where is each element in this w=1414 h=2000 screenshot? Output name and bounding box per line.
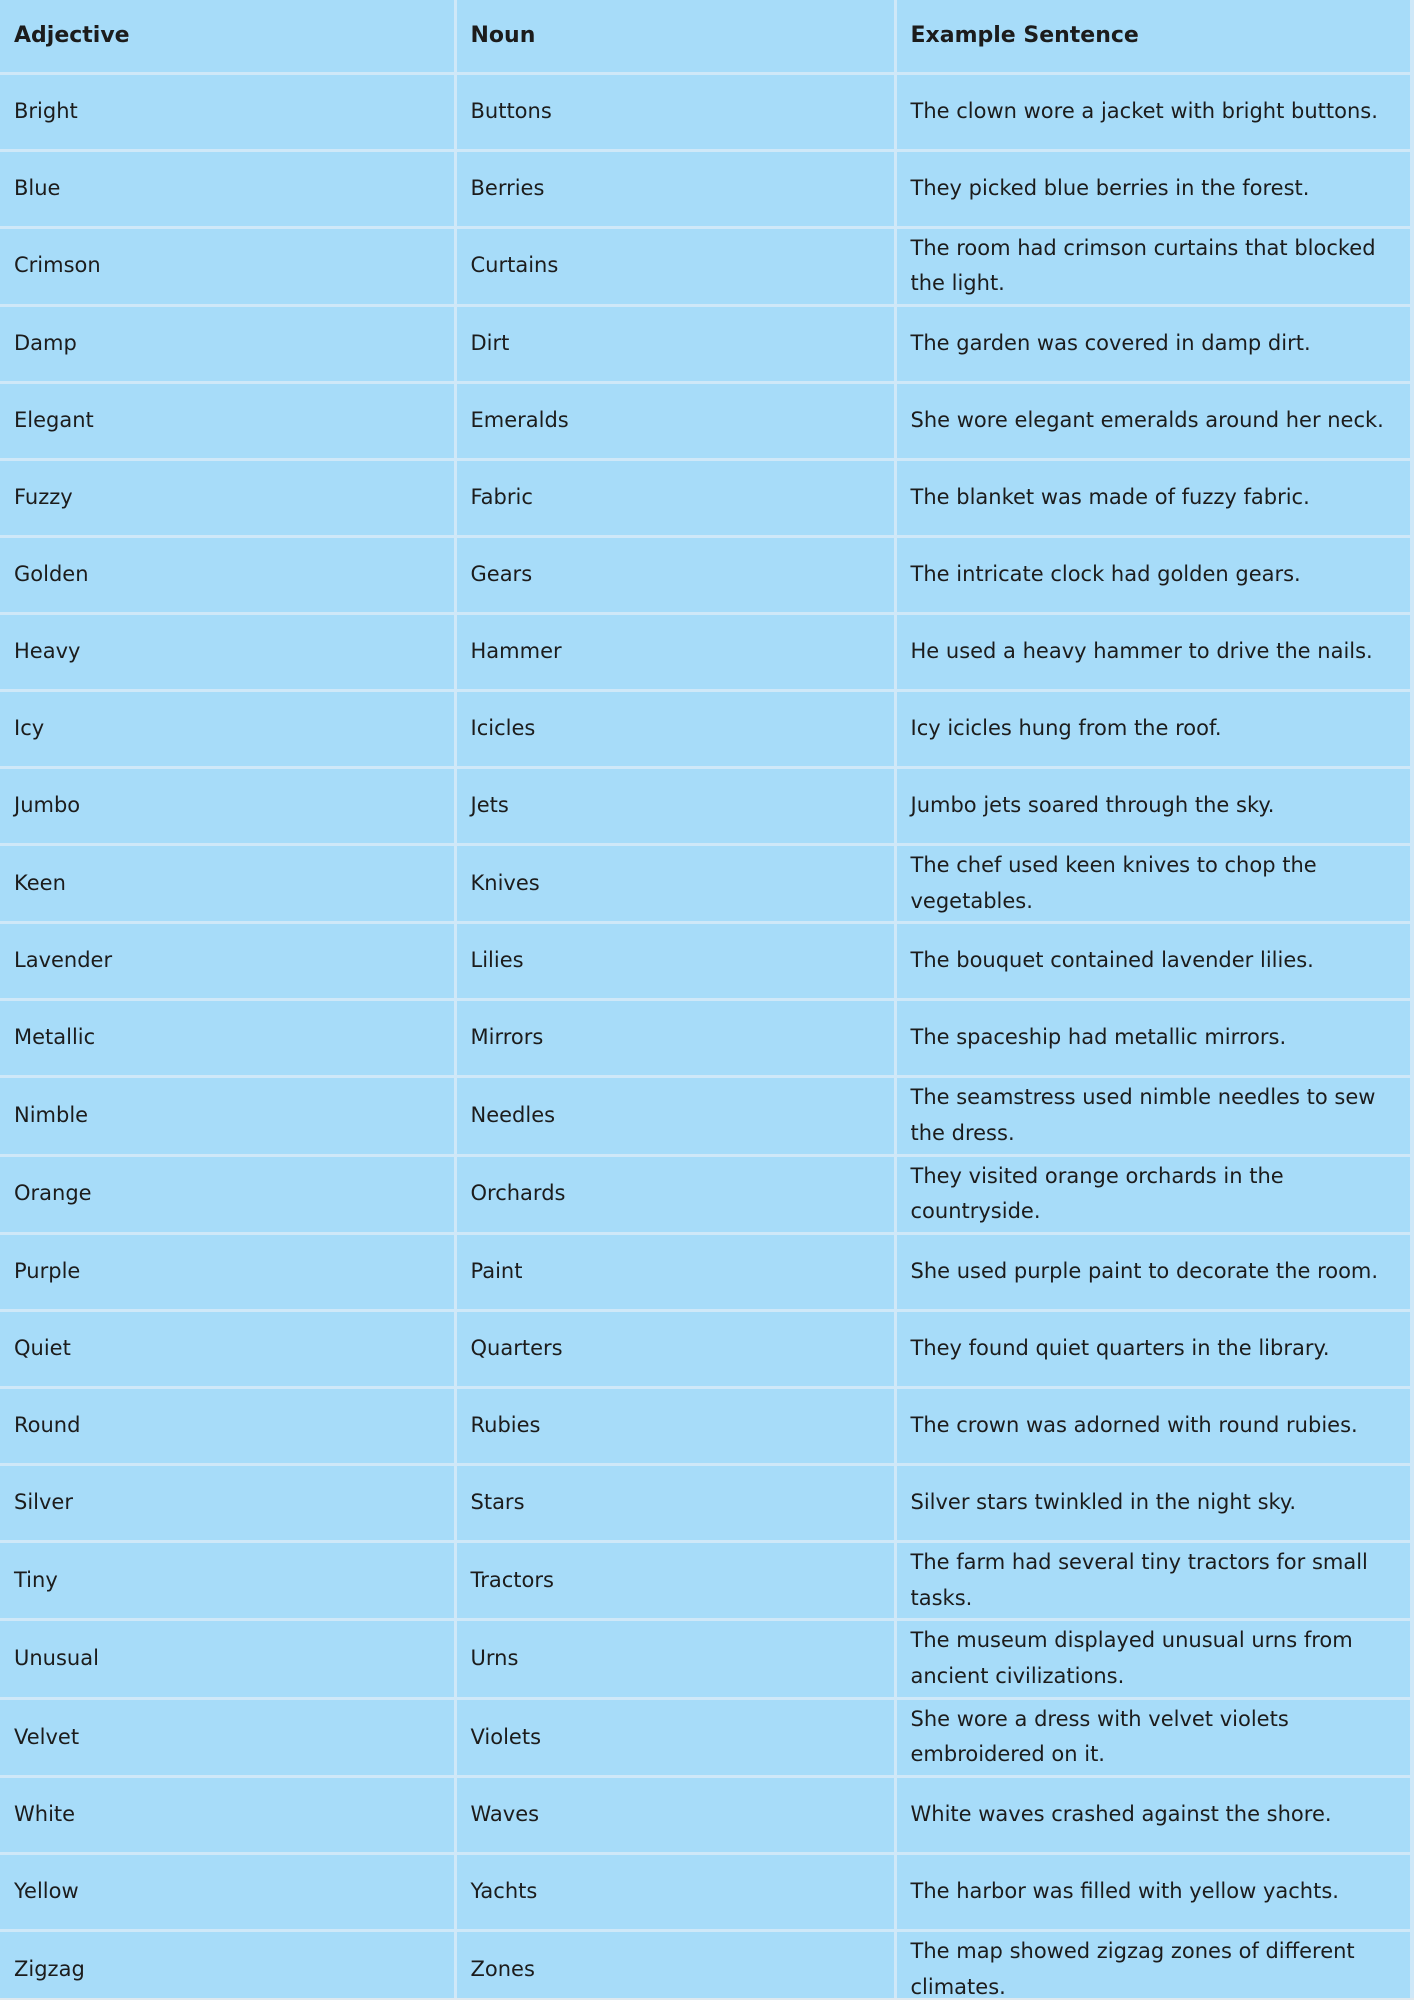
adjective-cell: Quiet (0, 1311, 455, 1388)
table-row (0, 73, 1410, 150)
table-row (0, 923, 1410, 1000)
adjective-cell: Heavy (0, 613, 455, 690)
table-row (0, 613, 1410, 690)
table-row (0, 1777, 1410, 1854)
adjective-cell: Keen (0, 844, 455, 922)
noun-cell: Orchards (455, 1155, 895, 1233)
example-sentence-cell: The map showed zigzag zones of different climates. (895, 1931, 1410, 1998)
noun-cell: Dirt (455, 305, 895, 382)
header-row (0, 0, 1410, 73)
noun-cell: Zones (455, 1931, 895, 1998)
table-row (0, 1465, 1410, 1542)
example-sentence-cell: The harbor was filled with yellow yachts. (895, 1854, 1410, 1931)
table-row (0, 1542, 1410, 1620)
example-sentence-cell: The intricate clock had golden gears. (895, 536, 1410, 613)
column-header-noun: Noun (455, 0, 895, 73)
noun-cell: Rubies (455, 1388, 895, 1465)
table-row (0, 382, 1410, 459)
table-row (0, 536, 1410, 613)
example-sentence-cell: White waves crashed against the shore. (895, 1777, 1410, 1854)
column-header-example-sentence: Example Sentence (895, 0, 1410, 73)
adjective-cell: Golden (0, 536, 455, 613)
table-row (0, 690, 1410, 767)
adjective-cell: Purple (0, 1234, 455, 1311)
noun-cell: Hammer (455, 613, 895, 690)
adjective-cell: Nimble (0, 1077, 455, 1155)
example-sentence-cell: They picked blue berries in the forest. (895, 150, 1410, 227)
noun-cell: Jets (455, 767, 895, 844)
noun-cell: Stars (455, 1465, 895, 1542)
example-sentence-cell: They visited orange orchards in the countryside. (895, 1155, 1410, 1233)
adjective-cell: Crimson (0, 227, 455, 305)
example-sentence-cell: The farm had several tiny tractors for small tasks. (895, 1542, 1410, 1620)
adjective-cell: Silver (0, 1465, 455, 1542)
example-sentence-cell: The garden was covered in damp dirt. (895, 305, 1410, 382)
table-row (0, 1155, 1410, 1233)
table-row (0, 227, 1410, 305)
adjective-cell: Metallic (0, 1000, 455, 1077)
example-sentence-cell: Jumbo jets soared through the sky. (895, 767, 1410, 844)
adjective-cell: Lavender (0, 923, 455, 1000)
adjective-cell: Tiny (0, 1542, 455, 1620)
noun-cell: Icicles (455, 690, 895, 767)
noun-cell: Urns (455, 1620, 895, 1698)
adjective-cell: Fuzzy (0, 459, 455, 536)
example-sentence-cell: The seamstress used nimble needles to sew the dress. (895, 1077, 1410, 1155)
adjective-cell: Round (0, 1388, 455, 1465)
example-sentence-cell: The clown wore a jacket with bright buttons. (895, 73, 1410, 150)
column-header-adjective: Adjective (0, 0, 455, 73)
table-header (0, 0, 1410, 73)
adjective-cell: Icy (0, 690, 455, 767)
table-row (0, 150, 1410, 227)
table-row (0, 1854, 1410, 1931)
noun-cell: Paint (455, 1234, 895, 1311)
noun-cell: Berries (455, 150, 895, 227)
noun-cell: Gears (455, 536, 895, 613)
table-row (0, 1311, 1410, 1388)
noun-cell: Curtains (455, 227, 895, 305)
adjective-cell: Bright (0, 73, 455, 150)
noun-cell: Yachts (455, 1854, 895, 1931)
adjective-cell: Blue (0, 150, 455, 227)
table-body (0, 73, 1410, 1998)
example-sentence-cell: She used purple paint to decorate the room. (895, 1234, 1410, 1311)
example-sentence-cell: The crown was adorned with round rubies. (895, 1388, 1410, 1465)
example-sentence-cell: Icy icicles hung from the roof. (895, 690, 1410, 767)
table-row (0, 305, 1410, 382)
noun-cell: Lilies (455, 923, 895, 1000)
table-row (0, 1698, 1410, 1776)
adjective-cell: Zigzag (0, 1931, 455, 1998)
table-row (0, 1388, 1410, 1465)
example-sentence-cell: Silver stars twinkled in the night sky. (895, 1465, 1410, 1542)
example-sentence-cell: She wore a dress with velvet violets embroidered on it. (895, 1698, 1410, 1776)
noun-cell: Mirrors (455, 1000, 895, 1077)
example-sentence-cell: The bouquet contained lavender lilies. (895, 923, 1410, 1000)
noun-cell: Tractors (455, 1542, 895, 1620)
table-row (0, 1000, 1410, 1077)
noun-cell: Knives (455, 844, 895, 922)
noun-cell: Violets (455, 1698, 895, 1776)
example-sentence-cell: The spaceship had metallic mirrors. (895, 1000, 1410, 1077)
table-row (0, 1234, 1410, 1311)
table-row (0, 1931, 1410, 1998)
table-row (0, 844, 1410, 922)
example-sentence-cell: The blanket was made of fuzzy fabric. (895, 459, 1410, 536)
noun-cell: Buttons (455, 73, 895, 150)
adjective-cell: Jumbo (0, 767, 455, 844)
noun-cell: Needles (455, 1077, 895, 1155)
table-row (0, 1077, 1410, 1155)
noun-cell: Waves (455, 1777, 895, 1854)
adjective-cell: Unusual (0, 1620, 455, 1698)
example-sentence-cell: He used a heavy hammer to drive the nails. (895, 613, 1410, 690)
adjective-cell: White (0, 1777, 455, 1854)
noun-cell: Quarters (455, 1311, 895, 1388)
adjective-cell: Velvet (0, 1698, 455, 1776)
noun-cell: Fabric (455, 459, 895, 536)
table-row (0, 459, 1410, 536)
table-row (0, 1620, 1410, 1698)
example-sentence-cell: She wore elegant emeralds around her neck. (895, 382, 1410, 459)
example-sentence-cell: They found quiet quarters in the library. (895, 1311, 1410, 1388)
table-row (0, 767, 1410, 844)
example-sentence-cell: The room had crimson curtains that blocked the light. (895, 227, 1410, 305)
adjective-cell: Yellow (0, 1854, 455, 1931)
adjective-cell: Elegant (0, 382, 455, 459)
noun-cell: Emeralds (455, 382, 895, 459)
example-sentence-cell: The museum displayed unusual urns from ancient civilizations. (895, 1620, 1410, 1698)
example-sentence-cell: The chef used keen knives to chop the vegetables. (895, 844, 1410, 922)
adjective-cell: Damp (0, 305, 455, 382)
adjective-cell: Orange (0, 1155, 455, 1233)
